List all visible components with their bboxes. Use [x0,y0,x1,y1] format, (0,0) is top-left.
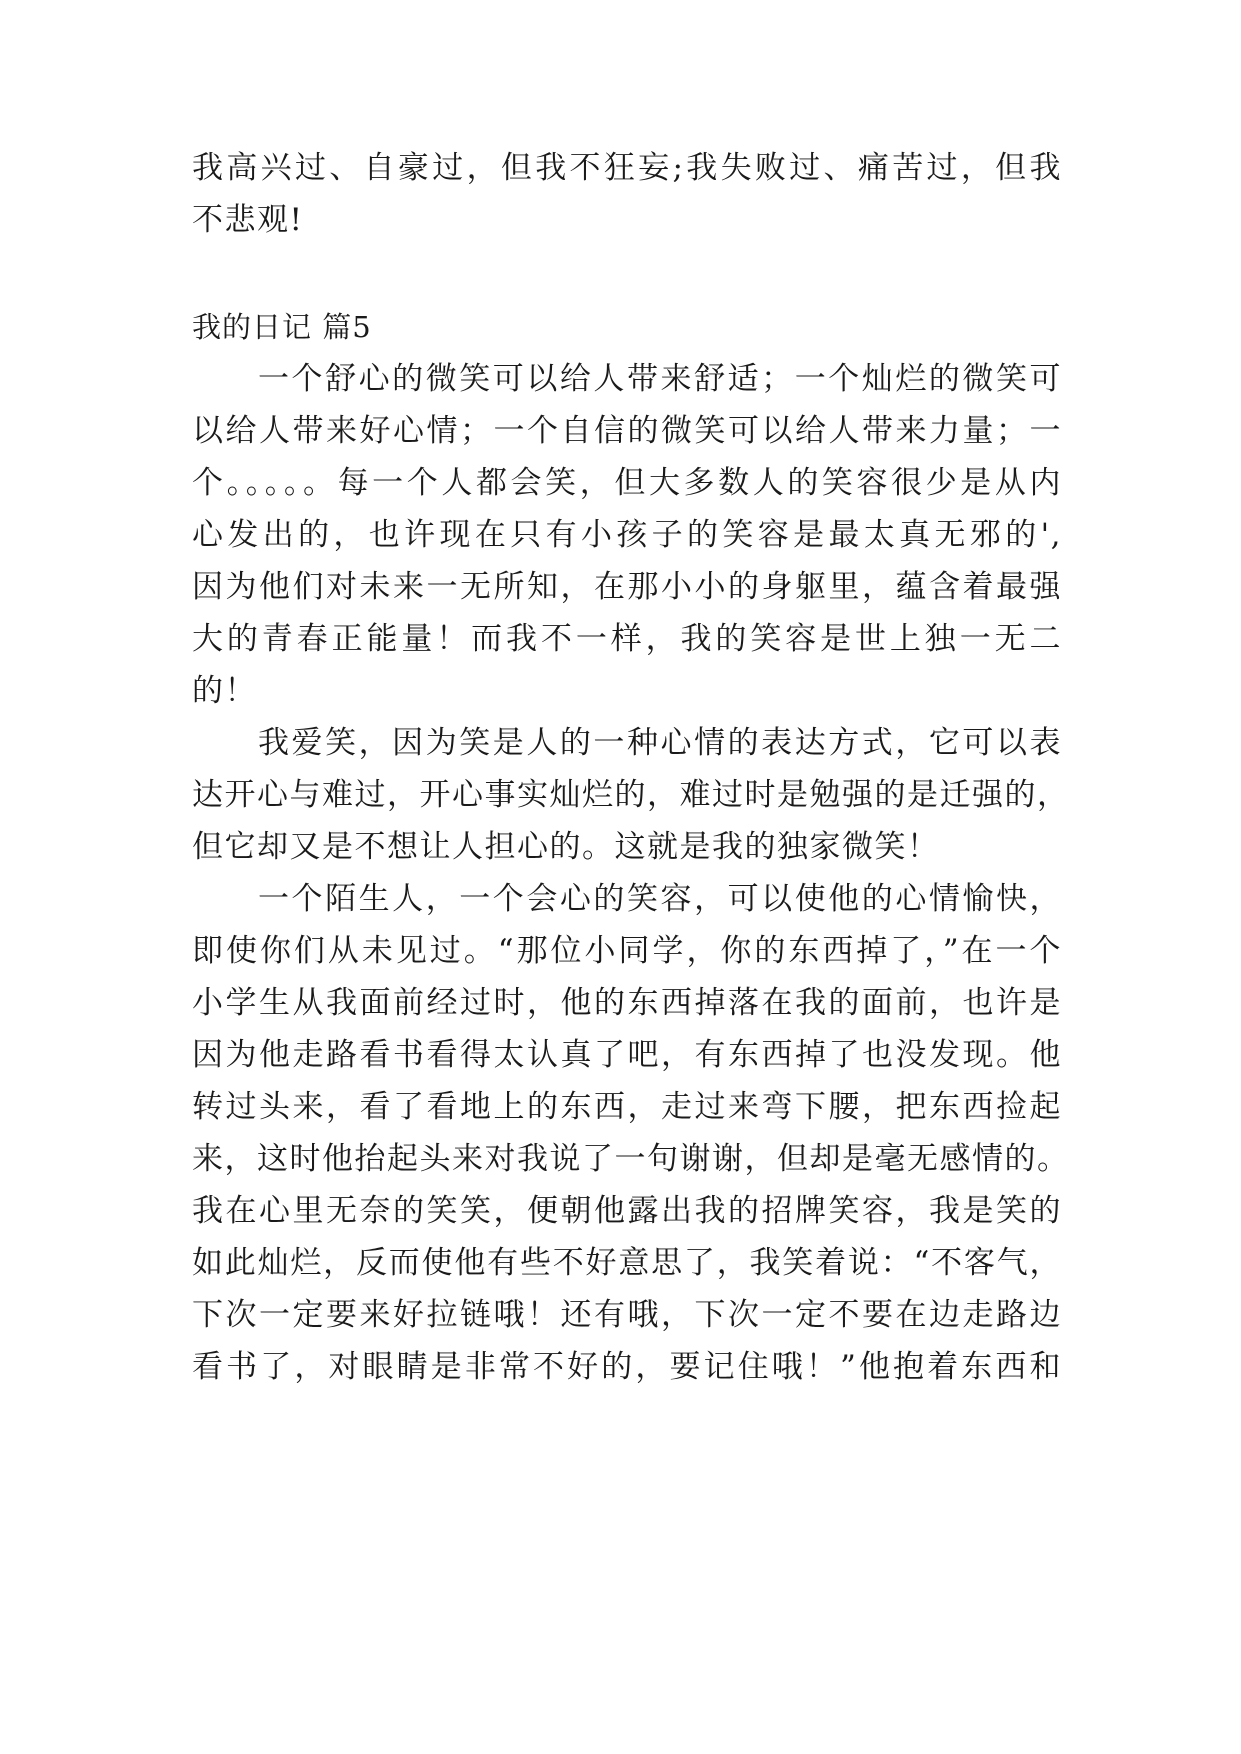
p2-line-2: 达开心与难过，开心事实灿烂的，难过时是勉强的是迁强的， [192,777,1070,813]
intro-line-2: 不悲观! [192,202,304,238]
p3-line-10: 看书了，对眼睛是非常不好的，要记住哦！”他抱着东西和 [192,1349,1062,1385]
section-title: 我的日记 篇5 [192,310,372,344]
p3-line-8: 如此灿烂，反而使他有些不好意思了，我笑着说：“不客气， [192,1245,1062,1281]
intro-line-1: 我高兴过、自豪过，但我不狂妄;我失败过、痛苦过，但我 [192,150,1062,186]
p2-line-3: 但它却又是不想让人担心的。这就是我的独家微笑！ [192,829,940,865]
p3-line-3: 小学生从我面前经过时，他的东西掉落在我的面前，也许是 [192,985,1062,1021]
p3-line-4: 因为他走路看书看得太认真了吧，有东西掉了也没发现。他 [192,1037,1062,1073]
p1-line-3: 个。。。。。每一个人都会笑，但大多数人的笑容很少是从内 [192,465,1062,501]
p3-line-2: 即使你们从未见过。“那位小同学，你的东西掉了，”在一个 [192,933,1062,969]
p3-line-5: 转过头来，看了看地上的东西，走过来弯下腰，把东西捡起 [192,1089,1062,1125]
p2-line-1: 我爱笑，因为笑是人的一种心情的表达方式，它可以表 [258,725,1062,761]
p1-line-6: 大的青春正能量！而我不一样，我的笑容是世上独一无二 [192,621,1062,657]
p1-line-4: 心发出的，也许现在只有小孩子的笑容是最太真无邪的', [192,517,1062,553]
p1-line-5: 因为他们对未来一无所知，在那小小的身躯里，蕴含着最强 [192,569,1062,605]
p1-line-7: 的！ [192,673,257,709]
p3-line-6: 来，这时他抬起头来对我说了一句谢谢，但却是毫无感情的。 [192,1141,1070,1177]
p1-line-1: 一个舒心的微笑可以给人带来舒适；一个灿烂的微笑可 [258,361,1062,397]
p3-line-1: 一个陌生人，一个会心的笑容，可以使他的心情愉快， [258,881,1062,917]
p3-line-7: 我在心里无奈的笑笑，便朝他露出我的招牌笑容，我是笑的 [192,1193,1062,1229]
p3-line-9: 下次一定要来好拉链哦！还有哦，下次一定不要在边走路边 [192,1297,1062,1333]
p1-line-2: 以给人带来好心情；一个自信的微笑可以给人带来力量；一 [192,413,1062,449]
